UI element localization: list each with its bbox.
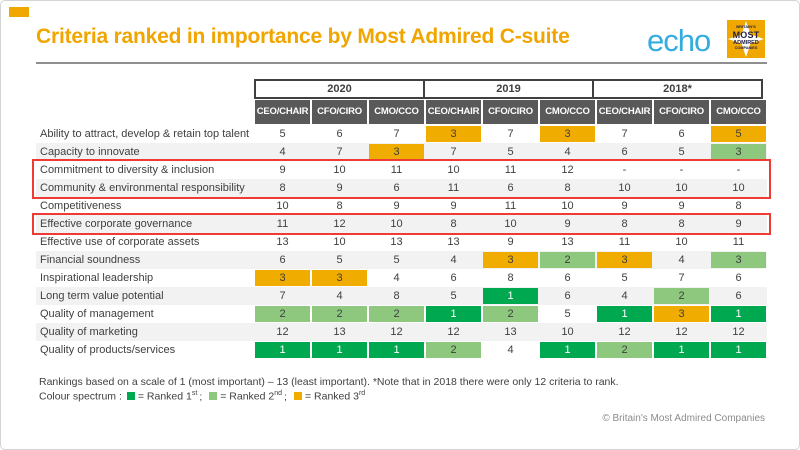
rank-cell: 12 — [390, 326, 403, 338]
rank-cell: 9 — [279, 164, 286, 176]
rank-cell: 6 — [678, 128, 685, 140]
rank-cell: 10 — [333, 236, 346, 248]
rank-cell: 13 — [276, 236, 289, 248]
rank-cell: 4 — [450, 254, 457, 266]
rank-cell: 8 — [393, 290, 400, 302]
rank-cell-highlight-rank2: 3 — [711, 252, 766, 268]
rank-cell-highlight-rank2: 2 — [483, 306, 538, 322]
column-header-cmo-cco: CMO/CCO — [711, 100, 766, 124]
rank-cell: 11 — [504, 200, 517, 212]
rank-cell: 5 — [393, 254, 400, 266]
rank-cell: 6 — [564, 290, 571, 302]
rank-cell-highlight-rank1: 1 — [426, 306, 481, 322]
rank-cell: 6 — [336, 128, 343, 140]
row-label: Competitiveness — [40, 200, 122, 212]
rank-cell: 13 — [333, 326, 346, 338]
rank-cell — [482, 305, 539, 323]
rank-cell — [482, 287, 539, 305]
rank-cell: 11 — [276, 218, 289, 230]
rank-cell — [539, 251, 596, 269]
row-label: Quality of management — [40, 308, 154, 320]
row-label: Long term value potential — [40, 290, 164, 302]
rank-cell: 12 — [276, 326, 289, 338]
rank-cell: 6 — [279, 254, 286, 266]
rank-cell — [368, 143, 425, 161]
rank-cell: 9 — [621, 200, 628, 212]
rank-cell: 6 — [621, 146, 628, 158]
table-row — [36, 341, 767, 359]
echo-logo: echo — [647, 23, 711, 58]
rank-cell: 7 — [621, 128, 628, 140]
rank-cell: 9 — [450, 200, 457, 212]
rank-cell-highlight-rank2: 3 — [711, 144, 766, 160]
rank-cell — [596, 341, 653, 359]
column-header-cmo-cco: CMO/CCO — [540, 100, 595, 124]
header-spacer — [36, 99, 254, 125]
column-header-cfo-ciro: CFO/CIRO — [312, 100, 367, 124]
footnote: Rankings based on a scale of 1 (most important) – 13 (least important). *Note that in 2018 there were only 12 criteria to rank. — [39, 376, 619, 388]
rank-cell: 8 — [735, 200, 742, 212]
rank-cell: 8 — [507, 272, 514, 284]
rank-cell-highlight-rank2: 2 — [369, 306, 424, 322]
rank-cell-highlight-rank1: 1 — [597, 306, 652, 322]
rank-cell: 5 — [279, 128, 286, 140]
table-row — [36, 287, 767, 305]
rank-cell-highlight-rank2: 2 — [654, 288, 709, 304]
rank-cell: 7 — [393, 128, 400, 140]
column-header-ceo-chair: CEO/CHAIR — [426, 100, 481, 124]
rank-cell — [482, 251, 539, 269]
rank-cell — [710, 341, 767, 359]
rank-cell: 5 — [507, 146, 514, 158]
rank-cell-highlight-rank3: 5 — [711, 126, 766, 142]
rank-cell — [254, 341, 311, 359]
rank-cell: 11 — [447, 182, 460, 194]
rank-cell: 5 — [336, 254, 343, 266]
rank-cell: - — [736, 164, 741, 176]
rank-cell: 12 — [447, 326, 460, 338]
colour-legend — [39, 390, 365, 403]
badge-line: MOST — [732, 29, 760, 40]
legend-sup: st — [191, 390, 198, 397]
table-row — [36, 269, 767, 287]
legend-swatch-rank1 — [127, 392, 135, 400]
badge-line: COMPANIES — [734, 46, 758, 51]
rank-cell — [368, 341, 425, 359]
rank-cell: - — [679, 164, 684, 176]
legend-label: = Ranked 3 — [304, 390, 359, 403]
rank-cell: 5 — [678, 146, 685, 158]
legend-separator: ; — [199, 390, 203, 403]
rank-cell — [596, 251, 653, 269]
rank-cell: 5 — [621, 272, 628, 284]
corner-accent — [9, 7, 29, 17]
rank-cell-highlight-rank3: 3 — [426, 126, 481, 142]
rank-cell: 6 — [507, 182, 514, 194]
rank-cell: 12 — [732, 326, 745, 338]
rank-cell: 6 — [393, 182, 400, 194]
row-label: Inspirational leadership — [40, 272, 154, 284]
legend-swatch-rank2 — [209, 392, 217, 400]
rank-cell — [311, 341, 368, 359]
rank-cell: 8 — [621, 218, 628, 230]
rank-cell-highlight-rank3: 3 — [312, 270, 367, 286]
rank-cell — [539, 341, 596, 359]
row-label: Ability to attract, develop & retain top talent — [40, 128, 250, 140]
row-label: Quality of marketing — [40, 326, 138, 338]
table-row — [36, 125, 767, 143]
rank-cell — [596, 305, 653, 323]
table-row — [36, 233, 767, 251]
rank-cell-highlight-rank1: 1 — [369, 342, 424, 358]
rank-cell: 10 — [561, 326, 574, 338]
rank-cell: 10 — [276, 200, 289, 212]
legend-swatch-rank3 — [294, 392, 302, 400]
header-spacer — [36, 79, 254, 99]
rank-cell-highlight-rank2: 2 — [312, 306, 367, 322]
rank-cell: 5 — [450, 290, 457, 302]
rank-cell-highlight-rank3: 3 — [597, 252, 652, 268]
rank-cell: 12 — [561, 164, 574, 176]
rank-cell-highlight-rank2: 2 — [540, 252, 595, 268]
year-header-row — [36, 79, 767, 99]
rank-cell: 8 — [564, 182, 571, 194]
rank-cell: 4 — [621, 290, 628, 302]
rank-cell — [254, 305, 311, 323]
rank-cell: 4 — [336, 290, 343, 302]
rank-cell: 10 — [618, 182, 631, 194]
rank-cell — [425, 305, 482, 323]
rank-cell — [368, 305, 425, 323]
rank-cell: 9 — [564, 218, 571, 230]
rank-cell: 6 — [735, 272, 742, 284]
legend-label: = Ranked 2 — [220, 390, 275, 403]
rank-cell-highlight-rank1: 1 — [312, 342, 367, 358]
rank-cell-highlight-rank1: 1 — [255, 342, 310, 358]
rank-cell: 11 — [504, 164, 517, 176]
rank-cell: 4 — [564, 146, 571, 158]
rank-cell: 12 — [675, 326, 688, 338]
year-header-2018: 2018* — [592, 79, 763, 99]
rank-cell: 8 — [678, 218, 685, 230]
rank-cell-highlight-rank1: 1 — [654, 342, 709, 358]
badge-text — [727, 25, 765, 51]
rank-cell: 9 — [678, 200, 685, 212]
table-row — [36, 161, 767, 179]
rank-cell: 7 — [450, 146, 457, 158]
table-row — [36, 323, 767, 341]
year-header-2019: 2019 — [423, 79, 594, 99]
legend-sup: rd — [358, 390, 366, 397]
rank-cell: 9 — [393, 200, 400, 212]
rank-cell: 8 — [279, 182, 286, 194]
rank-cell: 12 — [333, 218, 346, 230]
rank-cell-highlight-rank3: 3 — [255, 270, 310, 286]
rank-cell: 12 — [618, 326, 631, 338]
row-label: Effective corporate governance — [40, 218, 193, 230]
table-row — [36, 179, 767, 197]
table-body — [36, 125, 767, 359]
rank-cell: 10 — [675, 236, 688, 248]
rank-cell — [254, 269, 311, 287]
legend-sup: nd — [274, 390, 283, 397]
rank-cell: 11 — [618, 236, 631, 248]
rank-cell: 11 — [732, 236, 745, 248]
rank-cell: 10 — [675, 182, 688, 194]
rank-cell: 9 — [507, 236, 514, 248]
column-header-cfo-ciro: CFO/CIRO — [654, 100, 709, 124]
rank-cell: 10 — [504, 218, 517, 230]
rank-cell: 9 — [735, 218, 742, 230]
rank-cell-highlight-rank3: 3 — [654, 306, 709, 322]
row-label: Community & environmental responsibility — [40, 182, 245, 194]
rankings-table — [36, 79, 767, 359]
rank-cell: 6 — [564, 272, 571, 284]
row-label: Quality of products/services — [40, 344, 176, 356]
copyright: © Britain's Most Admired Companies — [602, 413, 765, 424]
page-title: Criteria ranked in importance by Most Admired C-suite — [36, 25, 570, 48]
rank-cell: 9 — [336, 182, 343, 194]
rank-cell: 7 — [336, 146, 343, 158]
rank-cell: 10 — [333, 164, 346, 176]
rank-cell: 10 — [561, 200, 574, 212]
rank-cell — [710, 125, 767, 143]
column-header-row — [36, 99, 767, 125]
badge-line: BRITAIN'S — [736, 24, 756, 29]
year-header-2020: 2020 — [254, 79, 425, 99]
rank-cell-highlight-rank2: 2 — [426, 342, 481, 358]
rank-cell-highlight-rank1: 1 — [540, 342, 595, 358]
rank-cell: 4 — [393, 272, 400, 284]
column-header-ceo-chair: CEO/CHAIR — [597, 100, 652, 124]
rank-cell-highlight-rank2: 2 — [255, 306, 310, 322]
rank-cell-highlight-rank3: 3 — [540, 126, 595, 142]
rank-cell: 10 — [390, 218, 403, 230]
column-header-cmo-cco: CMO/CCO — [369, 100, 424, 124]
rank-cell — [425, 341, 482, 359]
rank-cell: - — [622, 164, 627, 176]
row-label: Financial soundness — [40, 254, 141, 266]
rank-cell: 8 — [336, 200, 343, 212]
rank-cell-highlight-rank2: 2 — [597, 342, 652, 358]
rank-cell — [653, 287, 710, 305]
rank-cell: 5 — [564, 308, 571, 320]
column-header-ceo-chair: CEO/CHAIR — [255, 100, 310, 124]
rank-cell — [539, 125, 596, 143]
rank-cell-highlight-rank1: 1 — [483, 288, 538, 304]
badge-line: ADMIRED — [733, 39, 759, 46]
rank-cell: 13 — [390, 236, 403, 248]
rank-cell — [710, 143, 767, 161]
row-label: Capacity to innovate — [40, 146, 140, 158]
rank-cell — [311, 269, 368, 287]
rank-cell: 7 — [678, 272, 685, 284]
rank-cell: 4 — [279, 146, 286, 158]
rank-cell: 6 — [450, 272, 457, 284]
rank-cell — [710, 305, 767, 323]
rank-cell — [425, 125, 482, 143]
rank-cell: 6 — [735, 290, 742, 302]
legend-prefix: Colour spectrum : — [39, 390, 122, 403]
rank-cell — [311, 305, 368, 323]
rank-cell-highlight-rank3: 3 — [369, 144, 424, 160]
table-row — [36, 197, 767, 215]
rank-cell-highlight-rank1: 1 — [711, 306, 766, 322]
rank-cell — [653, 341, 710, 359]
rank-cell: 10 — [447, 164, 460, 176]
row-label: Effective use of corporate assets — [40, 236, 200, 248]
legend-label: = Ranked 1 — [137, 390, 192, 403]
title-divider — [36, 62, 767, 64]
legend-separator: ; — [284, 390, 287, 403]
rank-cell: 13 — [561, 236, 574, 248]
rank-cell: 8 — [450, 218, 457, 230]
rank-cell: 13 — [447, 236, 460, 248]
table-row — [36, 251, 767, 269]
rank-cell — [710, 251, 767, 269]
table-row — [36, 215, 767, 233]
rank-cell: 4 — [678, 254, 685, 266]
rank-cell: 4 — [507, 344, 514, 356]
rank-cell: 11 — [390, 164, 403, 176]
row-label: Commitment to diversity & inclusion — [40, 164, 215, 176]
rank-cell — [653, 305, 710, 323]
column-header-cfo-ciro: CFO/CIRO — [483, 100, 538, 124]
britains-most-admired-badge-logo — [727, 20, 765, 58]
rank-cell-highlight-rank3: 3 — [483, 252, 538, 268]
table-row — [36, 143, 767, 161]
rank-cell-highlight-rank1: 1 — [711, 342, 766, 358]
rank-cell: 13 — [504, 326, 517, 338]
table-row — [36, 305, 767, 323]
rank-cell: 10 — [732, 182, 745, 194]
rank-cell: 7 — [279, 290, 286, 302]
rank-cell: 7 — [507, 128, 514, 140]
